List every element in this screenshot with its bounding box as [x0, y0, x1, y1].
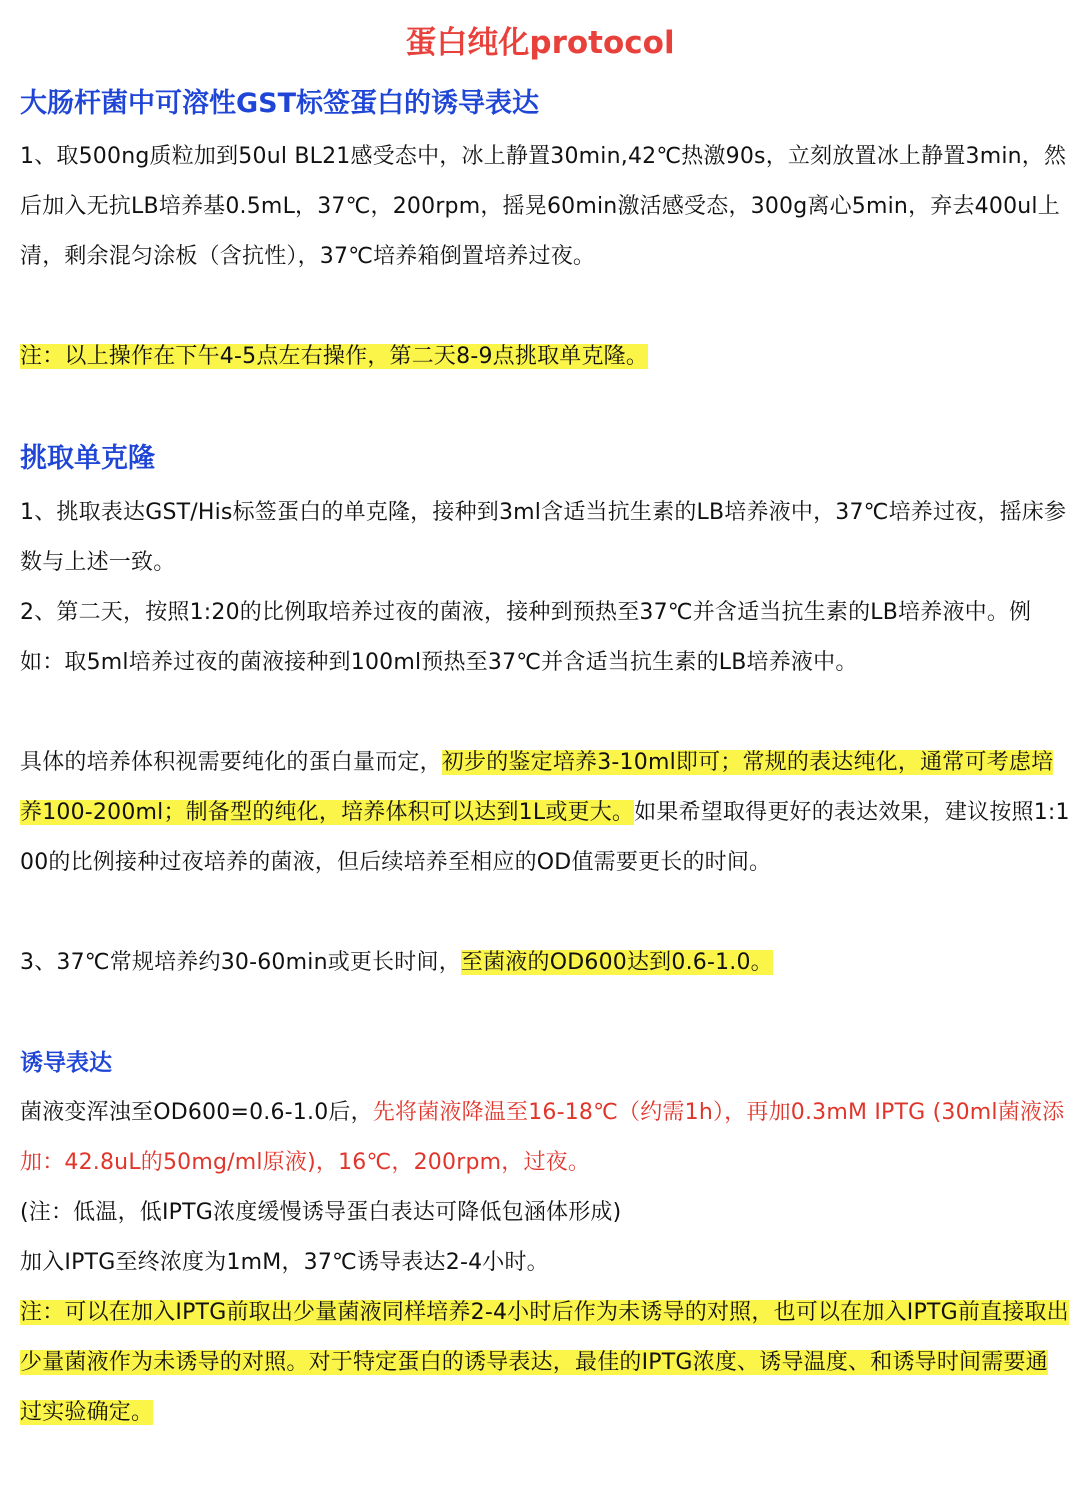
s3-note-highlight: 注：可以在加入IPTG前取出少量菌液同样培养2-4小时后作为未诱导的对照，也可以在加入IPTG前直接取出少量菌液作为未诱导的对照。对于特定蛋白的诱导表达，最佳的IPTG浓度、诱导温度、和诱导时间需要通过实验确定。	[20, 1300, 1069, 1425]
s2-culture-volume-tail: 如果希望取得更好的表达效果，建议按照1:100的比例接种过夜培养的菌液，但后续培养至相应的OD值需要更长的时间。	[20, 800, 1070, 875]
s2-step-3-lead: 3、37℃常规培养约30-60min或更长时间，	[20, 950, 461, 975]
s3-iptg-alt: 加入IPTG至终浓度为1mM，37℃诱导表达2-4小时。	[20, 1250, 549, 1275]
section-heading-gst-expression: 大肠杆菌中可溶性GST标签蛋白的诱导表达	[20, 88, 540, 119]
s2-step-1: 1、挑取表达GST/His标签蛋白的单克隆，接种到3ml含适当抗生素的LB培养液中，37℃培养过夜，摇床参数与上述一致。	[20, 500, 1067, 575]
s2-step-3	[20, 938, 1070, 988]
s2-culture-volume-highlight: 初步的鉴定培养3-10ml即可；常规的表达纯化，通常可考虑培养100-200ml；制备型的纯化，培养体积可以达到1L或更大。	[20, 750, 1054, 825]
s2-culture-volume	[20, 738, 1070, 888]
s3-induction-step	[20, 1088, 1070, 1188]
s1-note-highlight: 注：以上操作在下午4-5点左右操作，第二天8-9点挑取单克隆。	[20, 344, 649, 369]
section-heading-pick-colony: 挑取单克隆	[20, 443, 155, 474]
section-heading-induction: 诱导表达	[20, 1050, 112, 1076]
s1-note	[20, 332, 1070, 382]
s1-step-1: 1、取500ng质粒加到50ul BL21感受态中，冰上静置30min,42℃热激90s，立刻放置冰上静置3min，然后加入无抗LB培养基0.5mL，37℃，200rpm，摇晃60min激活感受态，300g离心5min，弃去400ul上清，剩余混匀涂板（含抗性），37℃培养箱倒置培养过夜。	[20, 144, 1067, 269]
page-title: 蛋白纯化protocol	[405, 25, 675, 61]
s2-step-2: 2、第二天，按照1:20的比例取培养过夜的菌液，接种到预热至37℃并含适当抗生素的LB培养液中。例如：取5ml培养过夜的菌液接种到100ml预热至37℃并含适当抗生素的LB培养液中。	[20, 600, 1032, 675]
s3-induction-lead: 菌液变浑浊至OD600=0.6-1.0后，	[20, 1100, 373, 1125]
s3-note	[20, 1288, 1070, 1438]
s3-low-temp-note: (注：低温，低IPTG浓度缓慢诱导蛋白表达可降低包涵体形成)	[20, 1200, 622, 1225]
s2-culture-volume-lead: 具体的培养体积视需要纯化的蛋白量而定，	[20, 750, 442, 775]
s3-induction-red: 先将菌液降温至16-18℃（约需1h），再加0.3mM IPTG (30ml菌液添加：42.8uL的50mg/ml原液)，16℃，200rpm，过夜。	[20, 1100, 1065, 1175]
s2-step-3-highlight: 至菌液的OD600达到0.6-1.0。	[460, 950, 773, 975]
